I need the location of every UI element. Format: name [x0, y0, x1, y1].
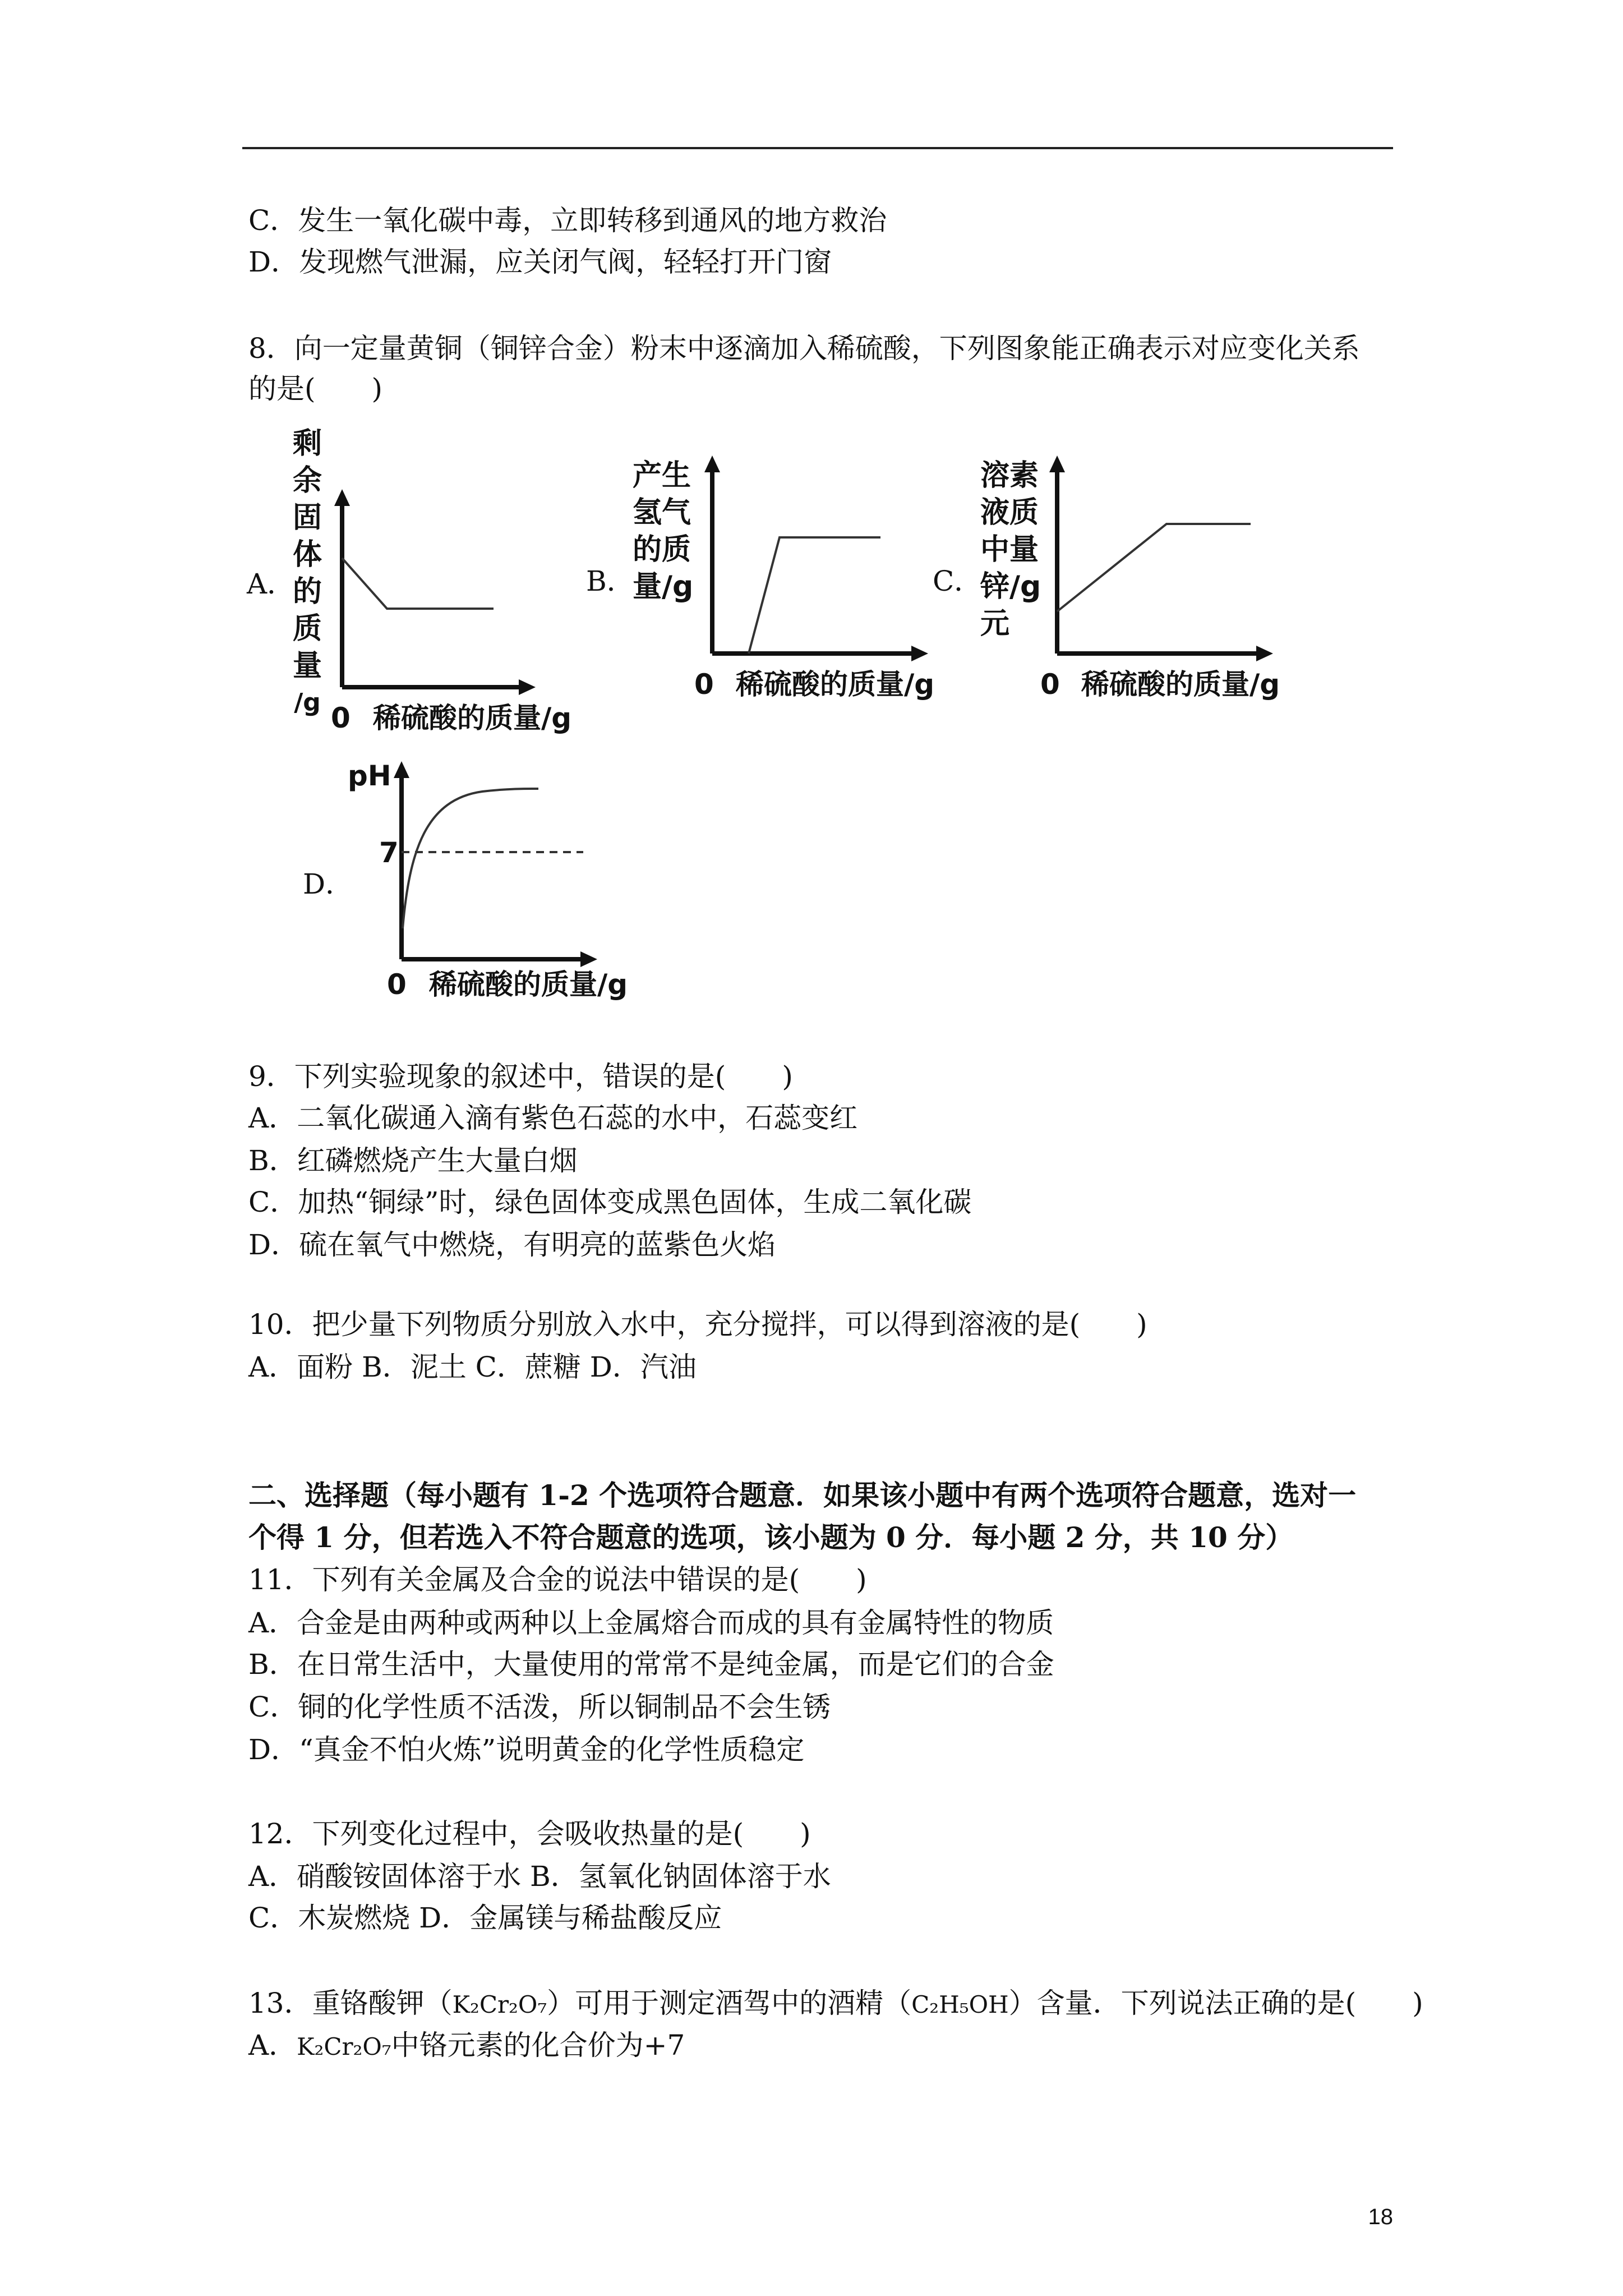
graph-a-x-arrow — [519, 679, 536, 695]
q7-option-d: D．发现燃气泄漏，应关闭气阀，轻轻打开门窗 — [248, 246, 832, 278]
graph-b-origin: 0 — [694, 668, 714, 701]
q9-option-d: D．硫在氧气中燃烧，有明亮的蓝紫色火焰 — [248, 1228, 776, 1261]
graph-d-label: D． — [303, 868, 354, 900]
graph-c-x-arrow — [1256, 646, 1273, 661]
header-rule — [242, 147, 1393, 149]
graph-b-y-arrow — [704, 455, 720, 472]
graph-b-curve — [749, 537, 880, 654]
q12-options-cd: C．木炭燃烧 D．金属镁与稀盐酸反应 — [248, 1902, 722, 1934]
graph-b-x-arrow — [911, 646, 928, 661]
q12-stem: 12．下列变化过程中，会吸收热量的是( ) — [248, 1818, 811, 1850]
graph-b-label: B． — [586, 565, 635, 597]
q8-stem-line2: 的是( ) — [248, 372, 383, 405]
graph-d-y-arrow — [394, 761, 409, 778]
q13-stem: 13．重铬酸钾（K₂Cr₂O₇）可用于测定酒驾中的酒精（C₂H₅OH）含量．下列说法正确的是( ) — [248, 1987, 1423, 2019]
graph-b-xlabel: 稀硫酸的质量/g — [736, 668, 935, 701]
graph-d-curve — [403, 789, 538, 928]
q11-option-a: A．合金是由两种或两种以上金属熔合而成的具有金属特性的物质 — [248, 1607, 1054, 1639]
q13-formula-ethanol: C₂H₅OH — [911, 1991, 1009, 2018]
q12-options-ab: A．硝酸铵固体溶于水 B．氢氧化钠固体溶于水 — [248, 1860, 831, 1893]
graph-c-xlabel: 稀硫酸的质量/g — [1081, 668, 1280, 701]
graph-b-ylabel: 产生 氢气 的质 量/g — [633, 459, 694, 604]
graph-c-label: C． — [933, 565, 983, 597]
q7-option-c: C．发生一氧化碳中毒，立即转移到通风的地方救治 — [248, 204, 887, 237]
graph-c-curve — [1057, 524, 1251, 611]
q9-option-a: A．二氧化碳通入滴有紫色石蕊的水中，石蕊变红 — [248, 1102, 858, 1134]
q9-option-c: C．加热“铜绿”时，绿色固体变成黑色固体，生成二氧化碳 — [248, 1186, 972, 1218]
graph-d-xlabel: 稀硫酸的质量/g — [429, 968, 628, 1001]
graph-d-origin: 0 — [387, 968, 407, 1001]
q11-option-b: B．在日常生活中，大量使用的常常不是纯金属，而是它们的合金 — [248, 1648, 1054, 1681]
graph-a-curve — [342, 558, 494, 609]
q8-stem-line1: 8．向一定量黄铜（铜锌合金）粉末中逐滴加入稀硫酸，下列图象能正确表示对应变化关系 — [248, 332, 1360, 365]
graph-a-y-arrow — [334, 489, 350, 506]
page-number: 18 — [1368, 2205, 1393, 2229]
graph-c-plot — [1040, 454, 1276, 662]
q9-option-b: B．红磷燃烧产生大量白烟 — [248, 1144, 578, 1177]
q11-option-c: C．铜的化学性质不活泼，所以铜制品不会生锈 — [248, 1691, 831, 1723]
q10-options: A．面粉 B．泥土 C．蔗糖 D．汽油 — [248, 1351, 697, 1383]
graph-a-label: A． — [247, 568, 296, 600]
graph-d-x-arrow — [580, 951, 597, 967]
graph-d-ylabel: pH — [348, 760, 391, 792]
graph-a-ylabel: 剩 余 固 体 的 质 量 /g — [292, 427, 322, 717]
q13-formula-k2cr2o7: K₂Cr₂O₇ — [452, 1991, 547, 2018]
q10-stem: 10．把少量下列物质分别放入水中，充分搅拌，可以得到溶液的是( ) — [248, 1308, 1147, 1341]
section2-title-line1: 二、选择题（每小题有 1-2 个选项符合题意．如果该小题中有两个选项符合题意，选对一 — [248, 1479, 1357, 1512]
graph-c-ylabel: 溶素 液质 中量 锌/g 元 — [980, 459, 1041, 641]
graph-a-xlabel: 稀硫酸的质量/g — [373, 702, 572, 734]
graph-c-origin: 0 — [1040, 668, 1060, 701]
q13-option-a: A．K₂Cr₂O₇中铬元素的化合价为+7 — [248, 2029, 685, 2062]
q11-option-d: D．“真金不怕火炼”说明黄金的化学性质稳定 — [248, 1733, 805, 1766]
graph-c-y-arrow — [1049, 455, 1065, 472]
graph-d-ref-label: 7 — [379, 836, 399, 869]
section2-title-line2: 个得 1 分，但若选入不符合题意的选项，该小题为 0 分．每小题 2 分，共 10 分） — [248, 1521, 1294, 1554]
q11-stem: 11．下列有关金属及合金的说法中错误的是( ) — [248, 1563, 867, 1596]
graph-b-plot — [695, 454, 931, 662]
graph-a-origin: 0 — [331, 702, 351, 734]
graph-d-plot — [387, 760, 600, 968]
q9-stem: 9．下列实验现象的叙述中，错误的是( ) — [248, 1060, 793, 1093]
graph-a-plot — [325, 488, 538, 696]
